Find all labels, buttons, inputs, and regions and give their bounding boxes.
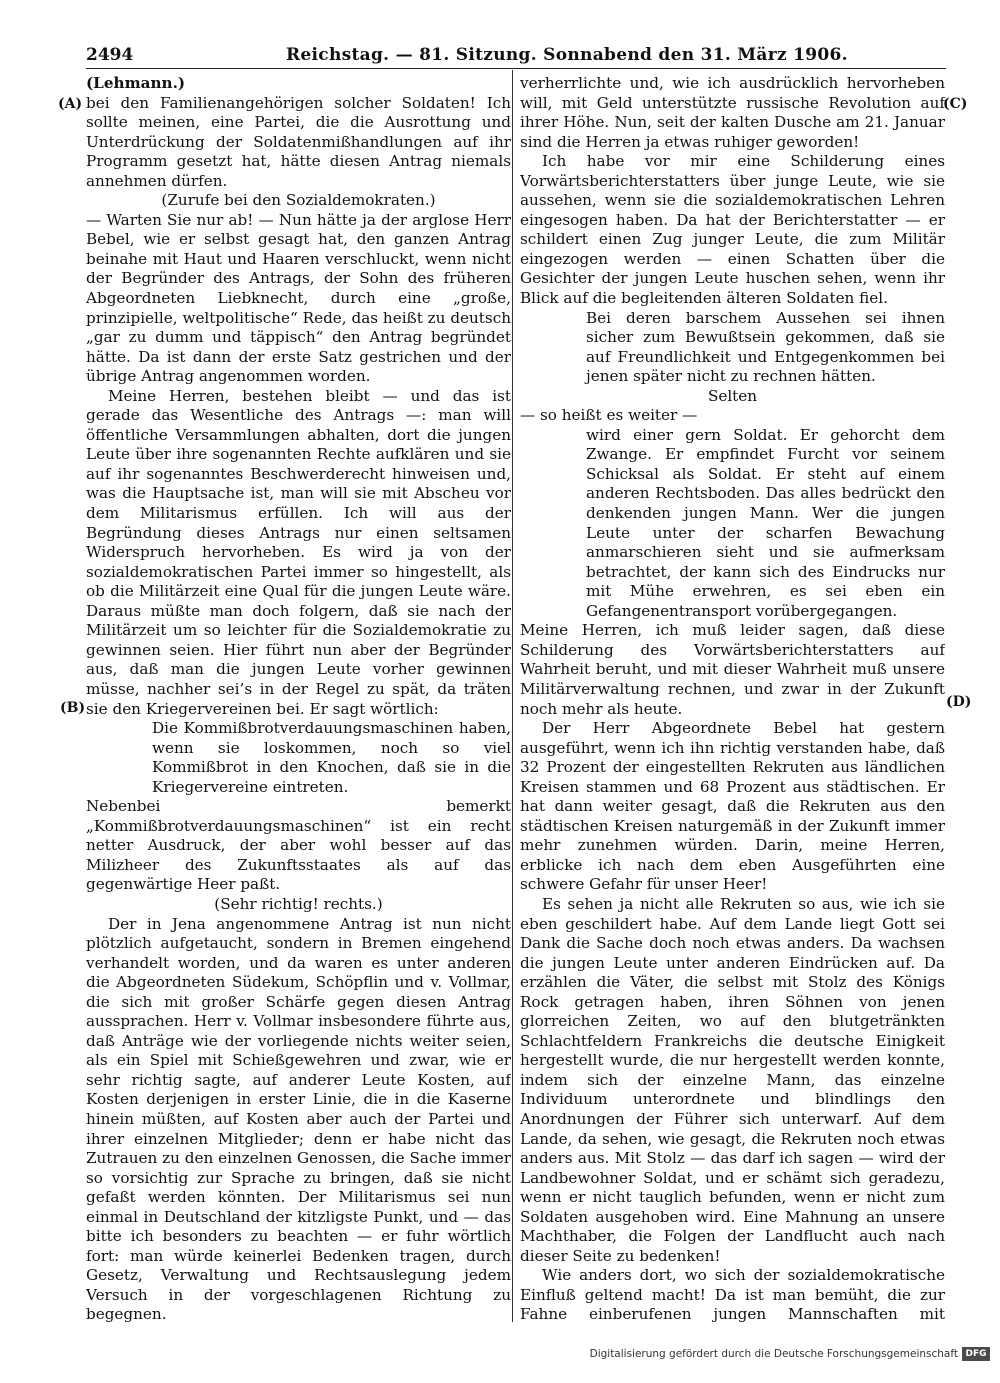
quote-fragment: Selten xyxy=(707,386,758,405)
paragraph: Nebenbei bemerkt „Kommißbrotverdauungsmaschinen“ ist ein recht netter Ausdruck, der aber wohl besser auf das Milizheer des Zukunftsstaates als auf das gegenwärtige Heer paßt. xyxy=(86,797,511,894)
paragraph: Der Herr Abgeordnete Bebel hat gestern ausgeführt, wenn ich ihn richtig verstanden habe, daß 32 Prozent der eingestellten Rekruten aus ländlichen Kreisen stammen und 68 Prozent aus städtischen. Er hat dann weiter gesagt, daß die Rekruten aus den städtischen Kreisen naturgemäß in der Zukunft immer mehr zunehmen würden. Darin, meine Herren, erblicke ich nach dem eben Ausgeführten eine schwere Gefahr für unser Heer! xyxy=(520,719,945,894)
margin-marker-d: (D) xyxy=(946,694,972,710)
paragraph: Wie anders dort, wo sich der sozialdemokratische Einfluß geltend macht! Da ist man bemüht, die zur Fahne einberufenen jungen Mannschaften mit xyxy=(520,1266,945,1322)
paragraph: Es sehen ja nicht alle Rekruten so aus, wie ich sie eben geschildert habe. Auf dem Lande liegt Gott sei Dank die Sache doch noch etwas anders. Da wachsen die jungen Leute unter anderen Eindrücken auf. Da erzählen die Väter, die selbst mit Stolz des Königs Rock getragen haben, ihren Söhnen von jenen glorreichen Zeiten, wo auf den blutgetränkten Schlachtfeldern Frankreichs die deutsche Einigkeit hergestellt wurde, die nur hergestellt werden konnte, indem sich der einzelne Mann, das einzelne Individuum unterordnete und blindlings den Anordnungen der Führer sich unterwarf. Auf dem Lande, da sehen, wie gesagt, die Rekruten noch etwas anders aus. Mit Stolz — das darf ich sagen — wird der Landbewohner Soldat, und er schämt sich geradezu, wenn er nicht tauglich befunden, wenn er nicht zum Soldaten ausgehoben wird. Eine Mahnung an unsere Machthaber, die Folgen der Landflucht auch nach dieser Seite zu bedenken! xyxy=(520,894,945,1265)
interjection: (Sehr richtig! rechts.) xyxy=(214,894,383,913)
header-rule xyxy=(86,68,946,69)
paragraph: — Warten Sie nur ab! — Nun hätte ja der arglose Herr Bebel, wie er selbst gesagt hat, den ganzen Antrag beinahe mit Haut und Haaren verschluckt, wenn nicht der Begründer des Antrags, der Sohn des früheren Abgeordneten Liebknecht, durch eine „große, prinzipielle, weltpolitische“ Rede, das heißt zu deutsch „gar zu dumm und täppisch“ den Antrag begründet hätte. Da ist dann der erste Satz gestrichen und der übrige Antrag angenommen worden. xyxy=(86,210,511,386)
paragraph: Meine Herren, bestehen bleibt — und das ist gerade das Wesentliche des Antrags —: man will öffentliche Versammlungen abhalten, dort die jungen Leute über ihre sogenannten Rechte aufklären und sie auf ihr sogenanntes Beschwerderecht hinweisen und, was die Hauptsache ist, man will sie mit Abscheu vor dem Militarismus erfüllen. Ich will aus der Begründung dieses Antrags nur einen seltsamen Widerspruch hervorheben. Es wird ja von der sozialdemokratischen Partei immer so hingestellt, als ob die Militärzeit eine Qual für die jungen Leute wäre. Daraus müßte man doch folgern, daß sie nach der Militärzeit um so leichter für die Sozialdemokratie zu gewinnen seien. Hier führt nun aber der Begründer aus, daß man die jungen Leute vorher gewinnen müsse, nachher sei’s in der Regel zu spät, da träten sie den Kriegervereinen bei. Er sagt wörtlich: xyxy=(86,386,511,718)
margin-marker-c: (C) xyxy=(943,96,968,112)
footer xyxy=(589,1346,990,1364)
page-number: 2494 xyxy=(86,45,134,65)
margin-marker-a: (A) xyxy=(58,96,83,112)
paragraph: — so heißt es weiter — xyxy=(520,406,698,425)
paragraph: verherrlichte und, wie ich ausdrücklich hervorheben will, mit Geld unterstützte russische Revolution auf ihrer Höhe. Nun, seit der kalten Dusche am 21. Januar sind die Herren ja etwas ruhiger geworden! xyxy=(520,74,945,151)
left-column xyxy=(86,74,511,1322)
page-header xyxy=(86,43,946,69)
right-column xyxy=(520,74,945,1322)
column-divider xyxy=(512,70,513,1322)
margin-marker-b: (B) xyxy=(60,700,86,716)
speaker-name: (Lehmann.) xyxy=(86,74,186,92)
page-title: Reichstag. — 81. Sitzung. Sonnabend den 31. März 1906. xyxy=(286,45,848,65)
footer-credit: Digitalisierung gefördert durch die Deutsche Forschungsgemeinschaft xyxy=(589,1348,958,1360)
paragraph: Der in Jena angenommene Antrag ist nun nicht plötzlich aufgetaucht, sondern in Bremen eingehend verhandelt worden, und da waren es unter anderen die Abgeordneten Südekum, Schöpflin und v. Vollmar, die sich mit großer Schärfe gegen diesen Antrag aussprachen. Herr v. Vollmar insbesondere führte aus, daß Anträge wie der vorliegende nichts weiter seien, als ein Spiel mit Schießgewehren und zwar, wie er sehr richtig sagte, auf anderer Leute Kosten, auf Kosten derjenigen in erster Linie, die in die Kaserne hinein müßten, auf Kosten aber auch der Partei und ihrer einzelnen Mitglieder; denn er habe nicht das Zutrauen zu den einzelnen Genossen, die Sache immer so vorsichtig zur Sprache zu bringen, daß sie nicht gefaßt werden könnten. Der Militarismus sei nun einmal in Deutschland der kitzligste Punkt, und — das bitte ich besonders zu beachten — er fuhr wörtlich fort: man würde keinerlei Bedenken tragen, durch Gesetz, Verwaltung und Rechtsauslegung jedem Versuch in der vorgeschlagenen Richtung zu begegnen. xyxy=(86,914,511,1322)
block-quote: Die Kommißbrotverdauungsmaschinen haben, wenn sie loskommen, noch so viel Kommißbrot in den Knochen, daß sie in die Kriegervereine eintreten. xyxy=(152,719,511,796)
interjection: (Zurufe bei den Sozialdemokraten.) xyxy=(161,191,436,210)
block-quote: wird einer gern Soldat. Er gehorcht dem Zwange. Er empfindet Furcht vor seinem Schicksal als Soldat. Er steht auf einem anderen Rechtsboden. Das alles bedrückt den denkenden jungen Mann. Wer die jungen Leute unter der scharfen Bewachung anmarschieren sieht und sie aufmerksam betrachtet, der kann sich des Eindrucks nur mit Mühe erwehren, es sei eben ein Gefangenentransport vorübergegangen. xyxy=(586,425,945,620)
block-quote: Bei deren barschem Aussehen sei ihnen sicher zum Bewußtsein gekommen, daß sie auf Freundlichkeit und Entgegenkommen bei jenen später nicht zu rechnen hätten. xyxy=(586,308,945,386)
paragraph: Meine Herren, ich muß leider sagen, daß diese Schilderung des Vorwärtsberichterstatters auf Wahrheit beruht, und mit dieser Wahrheit muß unsere Militärverwaltung rechnen, und zwar in der Zukunft noch mehr als heute. xyxy=(520,621,945,718)
paragraph: Ich habe vor mir eine Schilderung eines Vorwärtsberichterstatters über junge Leute, wie sie aussehen, wenn sie die sozialdemokratischen Lehren eingesogen haben. Da hat der Berichterstatter — er schildert einen Zug junger Leute, die zum Militär eingezogen werden — einen Schatten über die Gesichter der jungen Leute huschen sehen, wenn ihr Blick auf die begleitenden älteren Soldaten fiel. xyxy=(520,152,945,308)
paragraph: bei den Familienangehörigen solcher Soldaten! Ich sollte meinen, eine Partei, die die Ausrottung und Unterdrückung der Soldatenmißhandlungen auf ihr Programm gesetzt hat, hätte diesen Antrag niemals annehmen dürfen. xyxy=(86,93,511,190)
dfg-logo-icon: DFG xyxy=(962,1347,990,1361)
